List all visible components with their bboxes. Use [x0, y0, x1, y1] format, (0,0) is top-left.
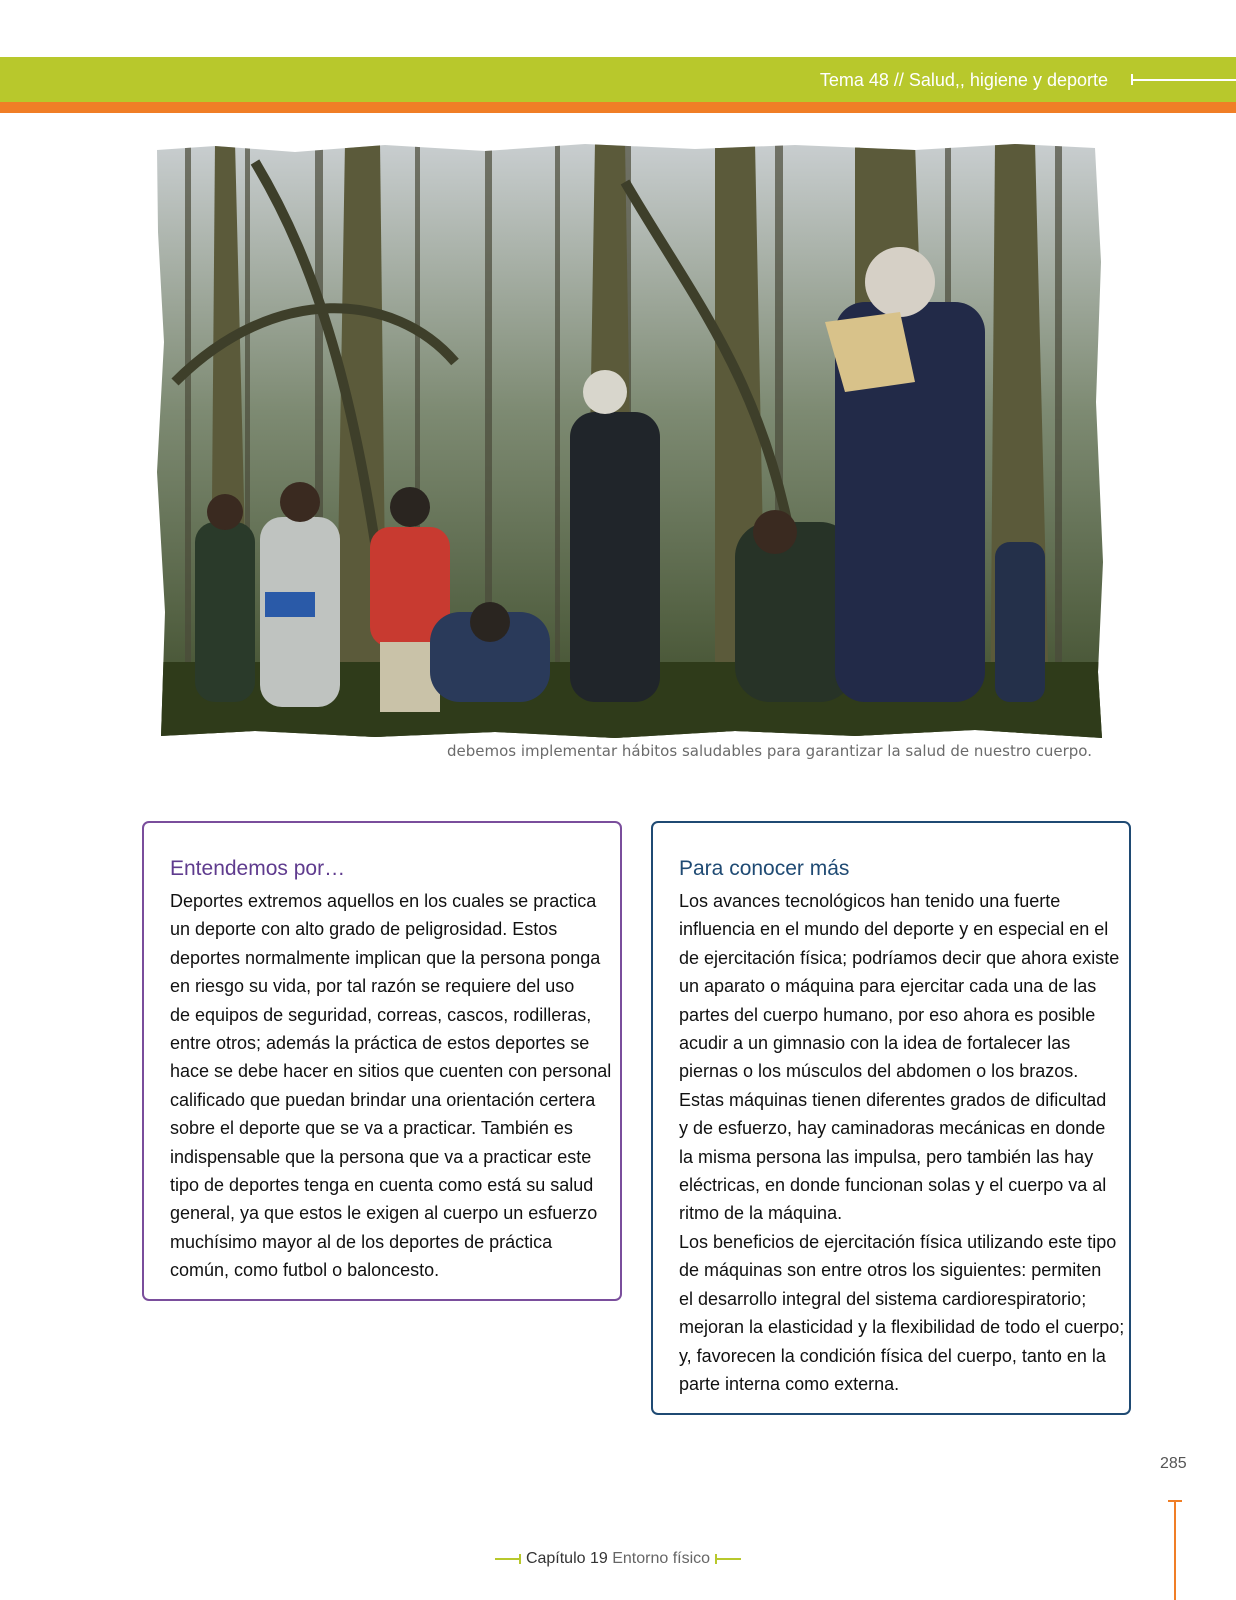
text-line: sobre el deporte que se va a practicar. También es	[170, 1118, 573, 1139]
more-info-title: Para conocer más	[679, 857, 850, 880]
text-line: piernas o los músculos del abdomen o los brazos.	[679, 1061, 1079, 1082]
text-line: común, como futbol o baloncesto.	[170, 1260, 440, 1281]
text-line: y de esfuerzo, hay caminadoras mecánicas en donde	[679, 1118, 1106, 1139]
chapter-footer	[0, 1550, 1236, 1568]
definition-body	[170, 887, 612, 1285]
text-line: el desarrollo integral del sistema cardiorespiratorio;	[679, 1288, 1087, 1309]
definition-title: Entendemos por…	[170, 857, 346, 880]
text-line: y, favorecen la condición física del cuerpo, tanto en la	[679, 1345, 1106, 1366]
text-line: parte interna como externa.	[679, 1373, 900, 1394]
footer-divider-right	[715, 1558, 741, 1560]
more-info-body	[679, 887, 1125, 1398]
text-line: partes del cuerpo humano, por eso ahora es posible	[679, 1004, 1096, 1025]
text-line: Los avances tecnológicos han tenido una fuerte	[679, 891, 1061, 911]
chapter-number: Capítulo 19	[525, 1550, 608, 1567]
more-info-box	[651, 821, 1131, 1415]
text-line: de ejercitación física; podríamos decir que ahora existe	[679, 947, 1120, 968]
definition-box	[142, 821, 622, 1301]
text-line: muchísimo mayor al de los deportes de práctica	[170, 1231, 553, 1252]
text-line: en riesgo su vida, por tal razón se requiere del uso	[170, 976, 575, 997]
text-line: Deportes extremos aquellos en los cuales se practica	[170, 891, 597, 911]
text-line: influencia en el mundo del deporte y en especial en el	[679, 919, 1109, 940]
photo-caption: debemos implementar hábitos saludables para garantizar la salud de nuestro cuerpo.	[446, 742, 1092, 760]
text-line: general, ya que estos le exigen al cuerpo un esfuerzo	[170, 1203, 598, 1224]
text-line: Estas máquinas tienen diferentes grados de dificultad	[679, 1089, 1107, 1110]
text-line: eléctricas, en donde funcionan solas y el cuerpo va al	[679, 1175, 1107, 1196]
text-line: indispensable que la persona que va a practicar este	[170, 1146, 592, 1167]
text-line: tipo de deportes tenga en cuenta como está su salud	[170, 1175, 594, 1196]
text-line: acudir a un gimnasio con la idea de fortalecer las	[679, 1033, 1071, 1054]
chapter-name: Entorno físico	[612, 1550, 711, 1567]
text-line: hace se debe hacer en sitios que cuenten con personal	[170, 1061, 612, 1082]
text-line: deportes normalmente implican que la persona ponga	[170, 947, 601, 968]
text-line: entre otros; además la práctica de estos deportes se	[170, 1033, 590, 1054]
text-line: ritmo de la máquina.	[679, 1203, 843, 1224]
section-title: Tema 48 // Salud,, higiene y deporte	[819, 70, 1108, 90]
text-line: de máquinas son entre otros los siguientes: permiten	[679, 1260, 1102, 1281]
text-line: de equipos de seguridad, correas, cascos, rodilleras,	[170, 1004, 592, 1025]
text-line: mejoran la elasticidad y la flexibilidad de todo el cuerpo;	[679, 1317, 1125, 1338]
text-line: un aparato o máquina para ejercitar cada una de las	[679, 976, 1097, 997]
header-rule	[1132, 79, 1236, 81]
page-number: 285	[1160, 1455, 1187, 1472]
text-line: calificado que puedan brindar una orientación certera	[170, 1089, 596, 1110]
text-line: un deporte con alto grado de peligrosidad. Estos	[170, 919, 558, 940]
forest-photo	[155, 142, 1105, 742]
text-line: la misma persona las impulsa, pero también las hay	[679, 1146, 1094, 1167]
header-band-orange	[0, 102, 1236, 113]
text-line: Los beneficios de ejercitación física utilizando este tipo	[679, 1231, 1117, 1252]
footer-divider-left	[495, 1558, 521, 1560]
